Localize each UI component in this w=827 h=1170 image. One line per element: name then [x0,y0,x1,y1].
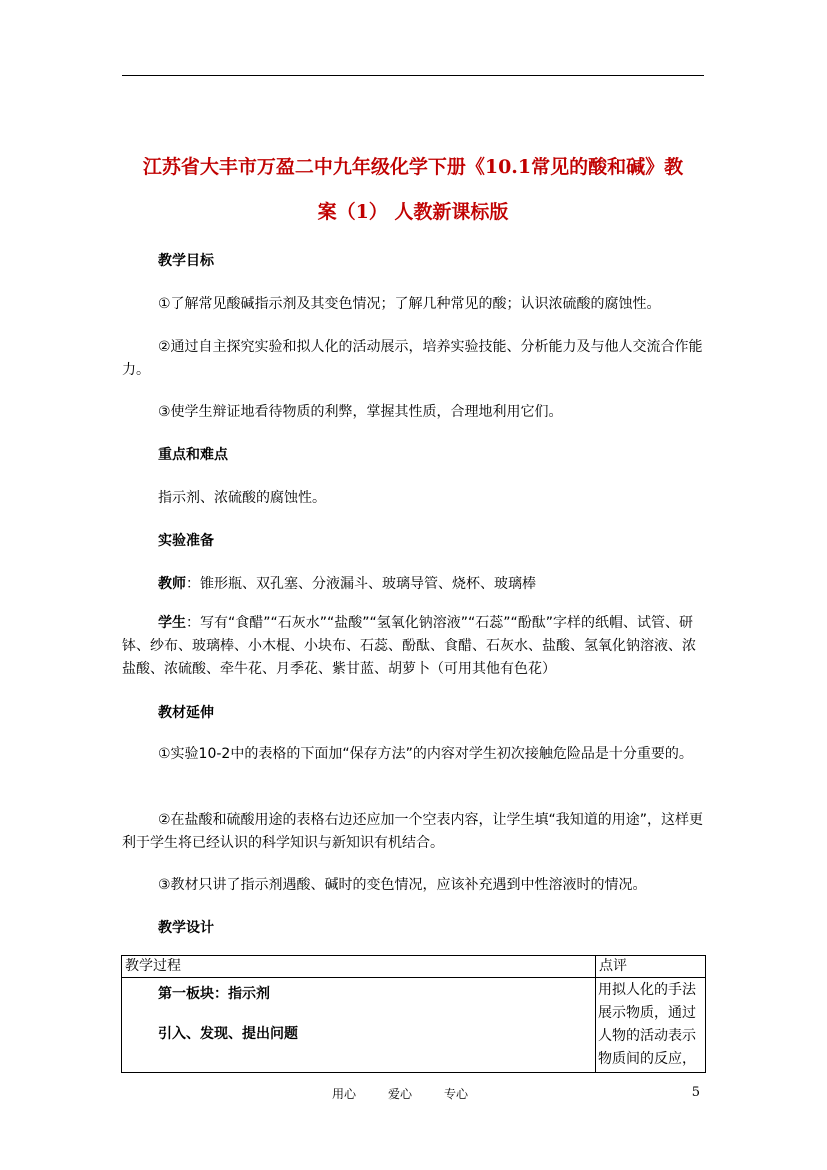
teacher-prep [122,573,704,596]
teacher-text: ：锥形瓶、双孔塞、分液漏斗、玻璃导管、烧杯、玻璃棒 [186,576,536,592]
key-text: 指示剂、浓硫酸的腐蚀性。 [158,490,326,506]
goal-1: ①了解常见酸碱指示剂及其变色情况；了解几种常见的酸；认识浓硫酸的腐蚀性。 [158,296,661,312]
header-process: 教学过程 [122,956,596,978]
section-heading-prep: 实验准备 [158,533,214,549]
section-heading-extension: 教材延伸 [158,705,214,721]
student-label: 学生 [158,615,186,631]
goal-3: ③使学生辩证地看待物质的利弊，掌握其性质，合理地利用它们。 [158,404,563,420]
teaching-design-table [121,955,706,1073]
section-heading-key: 重点和难点 [158,447,228,463]
teacher-label: 教师 [158,576,186,592]
block-subtitle: 引入、发现、提出问题 [158,1026,298,1042]
section-heading-design: 教学设计 [158,920,214,936]
doc-title-line1: 江苏省大丰市万盈二中九年级化学下册《10.1常见的酸和碱》教 [142,156,684,178]
student-prep [122,612,704,681]
block-title: 第一板块：指示剂 [158,986,270,1002]
extension-1: ①实验10-2中的表格的下面加“保存方法”的内容对学生初次接触危险品是十分重要的。 [158,746,693,762]
motto-3: 专心 [444,1087,469,1101]
table-row [122,978,706,1073]
footer-motto [332,1085,500,1102]
extension-3: ③教材只讲了指示剂遇酸、碱时的变色情况，应该补充遇到中性溶液时的情况。 [158,877,647,893]
section-heading-goals: 教学目标 [158,253,214,269]
header-rule [122,75,704,76]
header-comment: 点评 [596,956,706,978]
motto-1: 用心 [332,1087,357,1101]
process-cell [122,978,596,1073]
student-text: ：写有“食醋”“石灰水”“盐酸”“氢氧化钠溶液”“石蕊”“酚酞”字样的纸帽、试管、研钵、纱布、玻璃棒、小木棍、小块布、石蕊、酚酞、食醋、石灰水、盐酸、氢氧化钠溶液、浓盐酸、浓硫酸、牵牛花、月季花、紫甘蓝、胡萝卜（可用其他有色花） [122,615,696,677]
table-header-row [122,956,706,978]
extension-2: ②在盐酸和硫酸用途的表格右边还应加一个空表内容，让学生填“我知道的用途”，这样更利于学生将已经认识的科学知识与新知识有机结合。 [122,812,704,851]
comment-cell: 用拟人化的手法展示物质，通过人物的活动表示物质间的反应， [596,978,706,1073]
motto-2: 爱心 [388,1087,413,1101]
doc-title-line2: 案（1） 人教新课标版 [317,201,509,223]
goal-2: ②通过自主探究实验和拟人化的活动展示，培养实验技能、分析能力及与他人交流合作能力。 [122,339,703,378]
page-number: 5 [691,1085,700,1100]
